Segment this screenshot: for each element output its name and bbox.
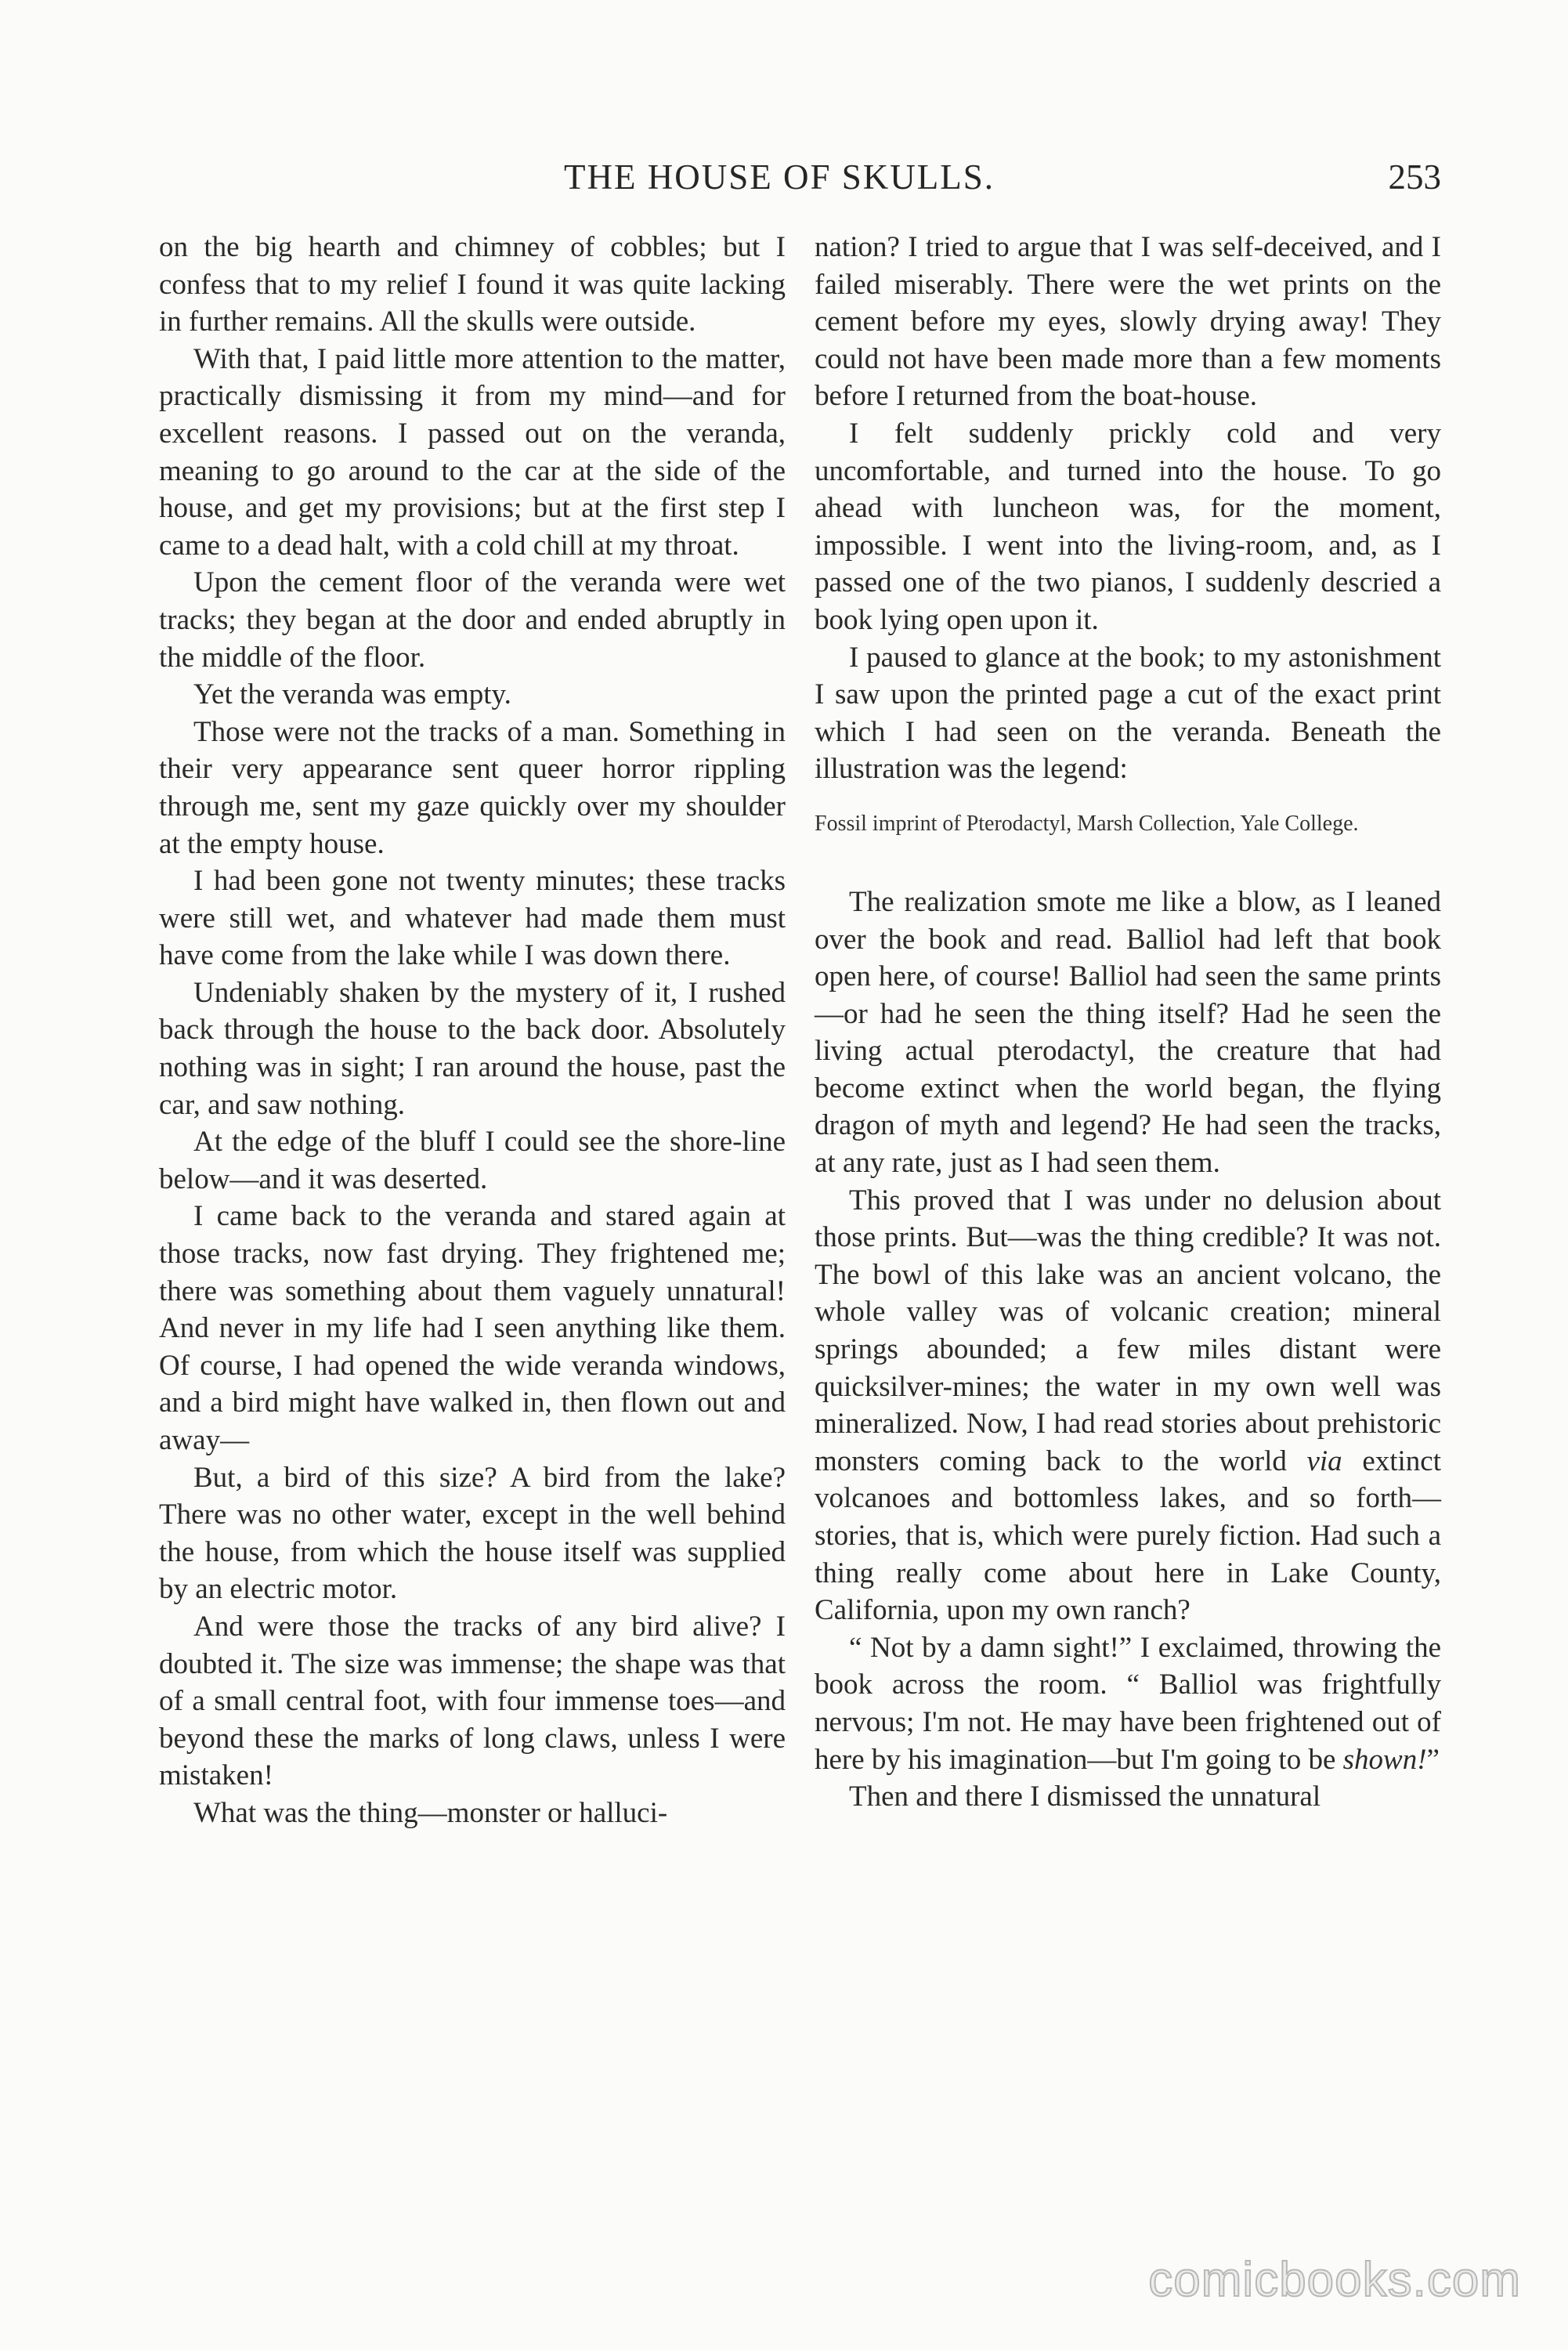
- paragraph: I paused to glance at the book; to my astonishment I saw upon the printed page a cut of the exact print which I had seen on the veranda. Beneath the illustration was the legend:: [815, 641, 1441, 786]
- italic-text: via: [1306, 1444, 1342, 1477]
- paragraph: on the big hearth and chimney of cobbles; but I confess that to my relief I found it was quite lacking in further remains. All the skulls were outside.: [159, 231, 786, 338]
- paragraph: Undeniably shaken by the mystery of it, I rushed back through the house to the back door. Absolutely nothing was in sight; I ran around the house, past the car, and saw nothing.: [159, 976, 786, 1121]
- right-column: [815, 229, 1441, 1816]
- figure-caption: Fossil imprint of Pterodactyl, Marsh Collection, Yale College.: [815, 811, 1359, 836]
- left-column: [159, 229, 786, 1832]
- running-header: [157, 157, 1441, 212]
- running-title: THE HOUSE OF SKULLS.: [564, 157, 995, 197]
- paragraph: What was the thing—monster or halluci-: [193, 1796, 668, 1829]
- text-run: ”: [1426, 1743, 1440, 1776]
- paragraph: With that, I paid little more attention to the matter, practically dismissing it from my mind—and for excellent reasons. I passed out on the veranda, meaning to go around to the car at the side of the house, and get my provisions; but at the first step I came to a dead halt, with a cold chill at my throat.: [159, 342, 786, 562]
- paragraph: nation? I tried to argue that I was self-deceived, and I failed miserably. There were the wet prints on the cement before my eyes, slowly drying away! They could not have been made more than a few moments before I returned from the boat-house.: [815, 231, 1441, 413]
- paragraph: And were those the tracks of any bird alive? I doubted it. The size was immense; the shape was that of a small central foot, with four immense toes—and beyond these the marks of long claws, unless I were mistaken!: [159, 1610, 786, 1792]
- paragraph: [815, 1182, 1441, 1629]
- text-run: This proved that I was under no delusion about those prints. But—was the thing credible? It was not. The bowl of this lake was an ancient volcano, the whole valley was of volcanic creation; mineral springs abounded; a few miles distant were quicksilver-mines; the water in my own well was mineralized. Now, I had read stories about prehistoric monsters coming back to the world: [815, 1184, 1441, 1477]
- paragraph: Upon the cement floor of the veranda were wet tracks; they began at the door and ended abruptly in the middle of the floor.: [159, 566, 786, 674]
- page-number: 253: [1388, 157, 1441, 197]
- paragraph: Yet the veranda was empty.: [193, 678, 511, 711]
- text-run: “ Not by a damn sight!” I exclaimed, throwing the book across the room. “ Balliol was frightfully nervous; I'm not. He may have been frightened out of here by his imagination—but I'm going to be: [815, 1631, 1441, 1776]
- text-run: extinct volcanoes and bottomless lakes, and so forth—stories, that is, which were purely fiction. Had such a thing really come about here in Lake County, California, upon my own ranch?: [815, 1444, 1441, 1627]
- paragraph: The realization smote me like a blow, as I leaned over the book and read. Balliol had left that book open here, of course! Balliol had seen the same prints—or had he seen the thing itself? Had he seen the living actual pterodactyl, the creature that had become extinct when the world began, the flying dragon of myth and legend? He had seen the tracks, at any rate, just as I had seen them.: [815, 885, 1441, 1180]
- paragraph: [815, 1629, 1441, 1778]
- paragraph: But, a bird of this size? A bird from the lake? There was no other water, except in the well behind the house, from which the house itself was supplied by an electric motor.: [159, 1461, 786, 1606]
- paragraph: At the edge of the bluff I could see the shore-line below—and it was deserted.: [159, 1126, 786, 1195]
- paragraph: I came back to the veranda and stared again at those tracks, now fast drying. They frightened me; there was something about them vaguely unnatural! And never in my life had I seen anything like them. Of course, I had opened the wide veranda windows, and a bird might have walked in, then flown out and away—: [159, 1200, 786, 1456]
- paragraph: Then and there I dismissed the unnatural: [849, 1781, 1321, 1813]
- italic-text: shown!: [1342, 1743, 1427, 1776]
- watermark: comicbooks.com: [1148, 2253, 1521, 2307]
- paragraph: I had been gone not twenty minutes; these tracks were still wet, and whatever had made them must have come from the lake while I was down there.: [159, 865, 786, 972]
- paragraph: Those were not the tracks of a man. Something in their very appearance sent queer horror rippling through me, sent my gaze quickly over my shoulder at the empty house.: [159, 715, 786, 860]
- paragraph: I felt suddenly prickly cold and very uncomfortable, and turned into the house. To go ahead with luncheon was, for the moment, impossible. I went into the living-room, and, as I passed one of the two pianos, I suddenly descried a book lying open upon it.: [815, 417, 1441, 636]
